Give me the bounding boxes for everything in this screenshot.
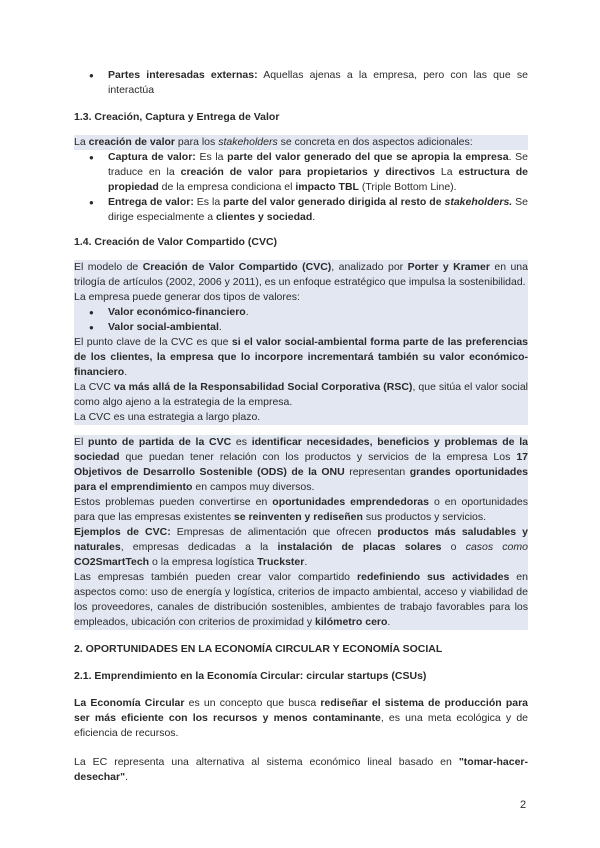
bullet-entrega-valor: ● Entrega de valor: Es la parte del valor generado dirigida al resto de stakeholders. Se dirige especialmente a clientes y sociedad. <box>74 195 528 225</box>
paragraph-ejemplos: Ejemplos de CVC: Empresas de alimentación que ofrecen productos más saludables y naturales, empresas dedicadas a la instalación de placas solares o casos como CO2SmartTech o la empresa logística Truckster. <box>74 526 528 568</box>
bullet-captura-valor: ● Captura de valor: Es la parte del valor generado del que se apropia la empresa. Se traduce en la creación de valor para propietarios y directivos La estructura de propiedad de la empresa condiciona el impacto TBL (Triple Bottom Line). <box>74 150 528 195</box>
heading-2-1: 2.1. Emprendimiento en la Economía Circular: circular startups (CSUs) <box>74 670 427 682</box>
page-content <box>74 68 528 785</box>
bullet-valor-social: ● Valor social-ambiental. <box>74 320 528 335</box>
heading-1-4: 1.4. Creación de Valor Compartido (CVC) <box>74 236 278 248</box>
cvc-oportunidades-block <box>74 435 528 630</box>
paragraph-redefiniendo: Las empresas también pueden crear valor compartido redefiniendo sus actividades en aspectos como: uso de energía y logística, criterios de impacto ambiental, acceso y viabilidad de los proveedores, canales de distribución sostenibles, ambientes de trabajo favorables para los empleados, ubicación con criterios de proximidad y kilómetro cero. <box>74 571 528 628</box>
paragraph-tipos-valores: La empresa puede generar dos tipos de valores: <box>74 291 300 303</box>
paragraph-punto-partida: El punto de partida de la CVC es identificar necesidades, beneficios y problemas de la sociedad que puedan tener relación con los productos y servicios de la empresa Los 17 Objetivos de Desarrollo Sostenible (ODS) de la ONU representan grandes oportunidades para el emprendimiento en campos muy diversos. <box>74 436 529 493</box>
cvc-block <box>74 260 528 425</box>
paragraph-cvc-model: El modelo de Creación de Valor Compartido (CVC), analizado por Porter y Kramer en una trilogía de artículos (2002, 2006 y 2011), es un enfoque estratégico que impulsa la sostenibilidad. <box>74 261 528 288</box>
paragraph-ec-alternativa: La EC representa una alternativa al sistema económico lineal basado en "tomar-hacer-desechar". <box>74 756 528 783</box>
paragraph-oportunidades: Estos problemas pueden convertirse en oportunidades emprendedoras o en oportunidades para que las empresas existentes se reinventen y rediseñen sus productos y servicios. <box>74 496 528 523</box>
heading-2: 2. OPORTUNIDADES EN LA ECONOMÍA CIRCULAR Y ECONOMÍA SOCIAL <box>74 643 443 655</box>
bullet-valor-economico: ● Valor económico-financiero. <box>74 305 528 320</box>
paragraph-largo-plazo: La CVC es una estrategia a largo plazo. <box>74 411 261 423</box>
paragraph-economia-circular: La Economía Circular es un concepto que busca rediseñar el sistema de producción para ser más eficiente con los recursos y menos contaminante, es una meta ecológica y de eficiencia de recursos. <box>74 697 528 739</box>
bullet-partes-externas: ● Partes interesadas externas: Aquellas ajenas a la empresa, pero con las que se interactúa <box>74 68 528 98</box>
paragraph-creacion-valor: La creación de valor para los stakeholders se concreta en dos aspectos adicionales: <box>74 135 528 150</box>
paragraph-punto-clave: El punto clave de la CVC es que si el valor social-ambiental forma parte de las preferencias de los clientes, la empresa que lo incorpore incrementará también su valor económico-financiero. <box>74 336 528 378</box>
heading-1-3: 1.3. Creación, Captura y Entrega de Valor <box>74 111 280 123</box>
paragraph-rsc: La CVC va más allá de la Responsabilidad Social Corporativa (RSC), que sitúa el valor social como algo ajeno a la estrategia de la empresa. <box>74 381 528 408</box>
page-number: 2 <box>520 799 527 811</box>
